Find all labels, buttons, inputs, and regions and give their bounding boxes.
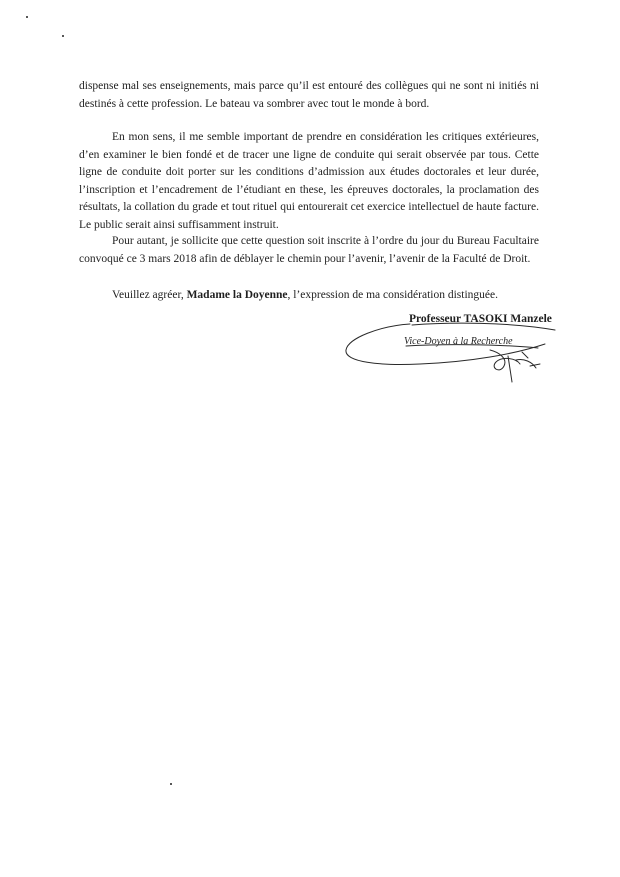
closing-text-start: Veuillez agréer, (112, 289, 187, 301)
signatory-name: Professeur TASOKI Manzele (409, 313, 552, 325)
addressee-title: Madame la Doyenne (186, 289, 288, 301)
letter-paragraph-3 (79, 233, 539, 268)
paragraph-text: dispense mal ses enseignements, mais parce qu’il est entouré des collègues qui ne sont ni initiés ni destinés à cette profession. Le bateau va sombrer avec tout le monde à bord. (79, 80, 539, 110)
signatory-title: Vice-Doyen à la Recherche (404, 336, 513, 347)
scan-speck (26, 16, 28, 18)
paragraph-text: En mon sens, il me semble important de prendre en considération les critiques extérieures, d’en examiner le bien fondé et de tracer une ligne de conduite qui serait observée par tous. Cette ligne de conduite doit porter sur les conditions d’admission aux études doctorales et leur durée, l’inscription et l’encadrement de l’étudiant en these, les épreuves doctorales, la proclamation des résultats, la collation du grade et tout rituel qui entourerait cet exercice intellectuel de haute facture. Le public serait ainsi suffisamment instruit. (79, 131, 539, 231)
scan-speck (62, 35, 64, 37)
signature-block (340, 308, 560, 388)
letter-paragraph-2 (79, 129, 539, 234)
scan-speck (170, 783, 172, 785)
closing-text-end: , l’expression de ma considération distinguée. (287, 289, 498, 301)
letter-paragraph-1 (79, 78, 539, 113)
closing-formula (79, 287, 539, 305)
paragraph-text: Pour autant, je sollicite que cette question soit inscrite à l’ordre du jour du Bureau Facultaire convoqué ce 3 mars 2018 afin de déblayer le chemin pour l’avenir, l’avenir de la Faculté de Droit. (79, 235, 539, 265)
